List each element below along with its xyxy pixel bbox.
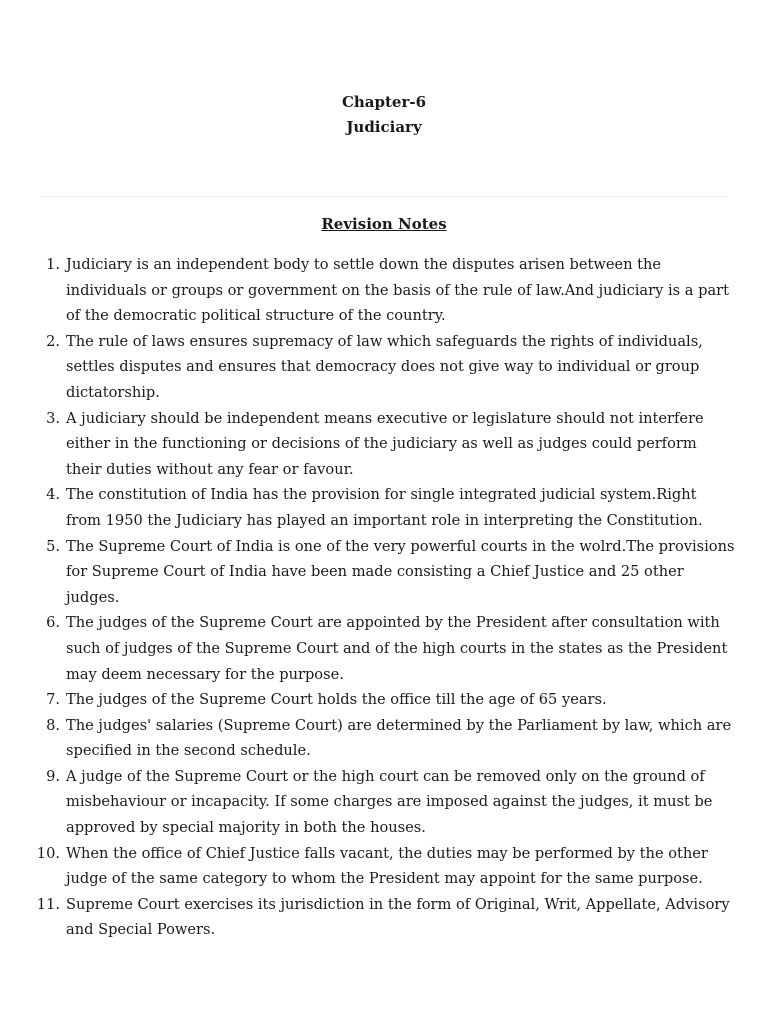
section-divider: [40, 196, 728, 197]
list-item: [46, 687, 736, 713]
item-text: The Supreme Court of India is one of the very powerful courts in the wolrd.The provisions for Supreme Court of India have been made consisting a Chief Justice and 25 other judges.: [66, 537, 735, 606]
chapter-header: [0, 90, 768, 140]
list-item: [46, 482, 736, 533]
item-number: 6.: [46, 614, 60, 632]
item-text: The judges of the Supreme Court holds the office till the age of 65 years.: [66, 691, 607, 709]
item-text: Supreme Court exercises its jurisdiction in the form of Original, Writ, Appellate, Advisory and Special Powers.: [66, 895, 730, 939]
list-item: [46, 534, 736, 611]
item-number: 5.: [46, 537, 60, 555]
list-item: [46, 329, 736, 406]
list-item: [46, 406, 736, 483]
list-item: [36, 892, 736, 943]
item-text: The judges' salaries (Supreme Court) are determined by the Parliament by law, which are specified in the second schedule.: [66, 716, 732, 760]
section-heading: Revision Notes: [321, 215, 447, 233]
item-text: The rule of laws ensures supremacy of law which safeguards the rights of individuals, settles disputes and ensures that democracy does not give way to individual or group dictatorship.: [66, 332, 703, 401]
item-number: 11.: [36, 895, 60, 913]
item-text: The constitution of India has the provision for single integrated judicial system.Right from 1950 the Judiciary has played an important role in interpreting the Constitution.: [66, 486, 703, 529]
item-number: 8.: [46, 716, 60, 734]
item-number: 9.: [46, 767, 60, 785]
item-number: 3.: [46, 409, 60, 427]
item-number: 7.: [46, 691, 60, 709]
item-text: A judge of the Supreme Court or the high court can be removed only on the ground of misbehaviour or incapacity. If some charges are imposed against the judges, it must be approved by special majority in both the houses.: [66, 767, 713, 837]
list-item: [46, 252, 736, 329]
item-text: Judiciary is an independent body to settle down the disputes arisen between the individuals or groups or government on the basis of the rule of law.And judiciary is a part of the democratic political structure of the country.: [66, 256, 730, 325]
item-number: 1.: [46, 256, 60, 273]
chapter-number: Chapter-6: [341, 93, 427, 111]
item-number: 4.: [46, 486, 60, 504]
list-item: [36, 841, 736, 892]
item-text: A judiciary should be independent means executive or legislature should not interfere either in the functioning or decisions of the judiciary as well as judges could perform their duties without any fear or favour.: [66, 409, 704, 478]
item-number: 10.: [36, 844, 60, 862]
item-number: 2.: [46, 332, 60, 350]
list-item: [46, 764, 736, 841]
list-item: [46, 713, 736, 764]
item-text: When the office of Chief Justice falls vacant, the duties may be performed by the other judge of the same category to whom the President may appoint for the same purpose.: [66, 844, 708, 888]
item-text: The judges of the Supreme Court are appointed by the President after consultation with such of judges of the Supreme Court and of the high courts in the states as the President may deem necessary for the purpose.: [66, 614, 728, 683]
revision-notes-list: [36, 252, 736, 943]
chapter-title: Judiciary: [346, 118, 422, 136]
list-item: [46, 610, 736, 687]
